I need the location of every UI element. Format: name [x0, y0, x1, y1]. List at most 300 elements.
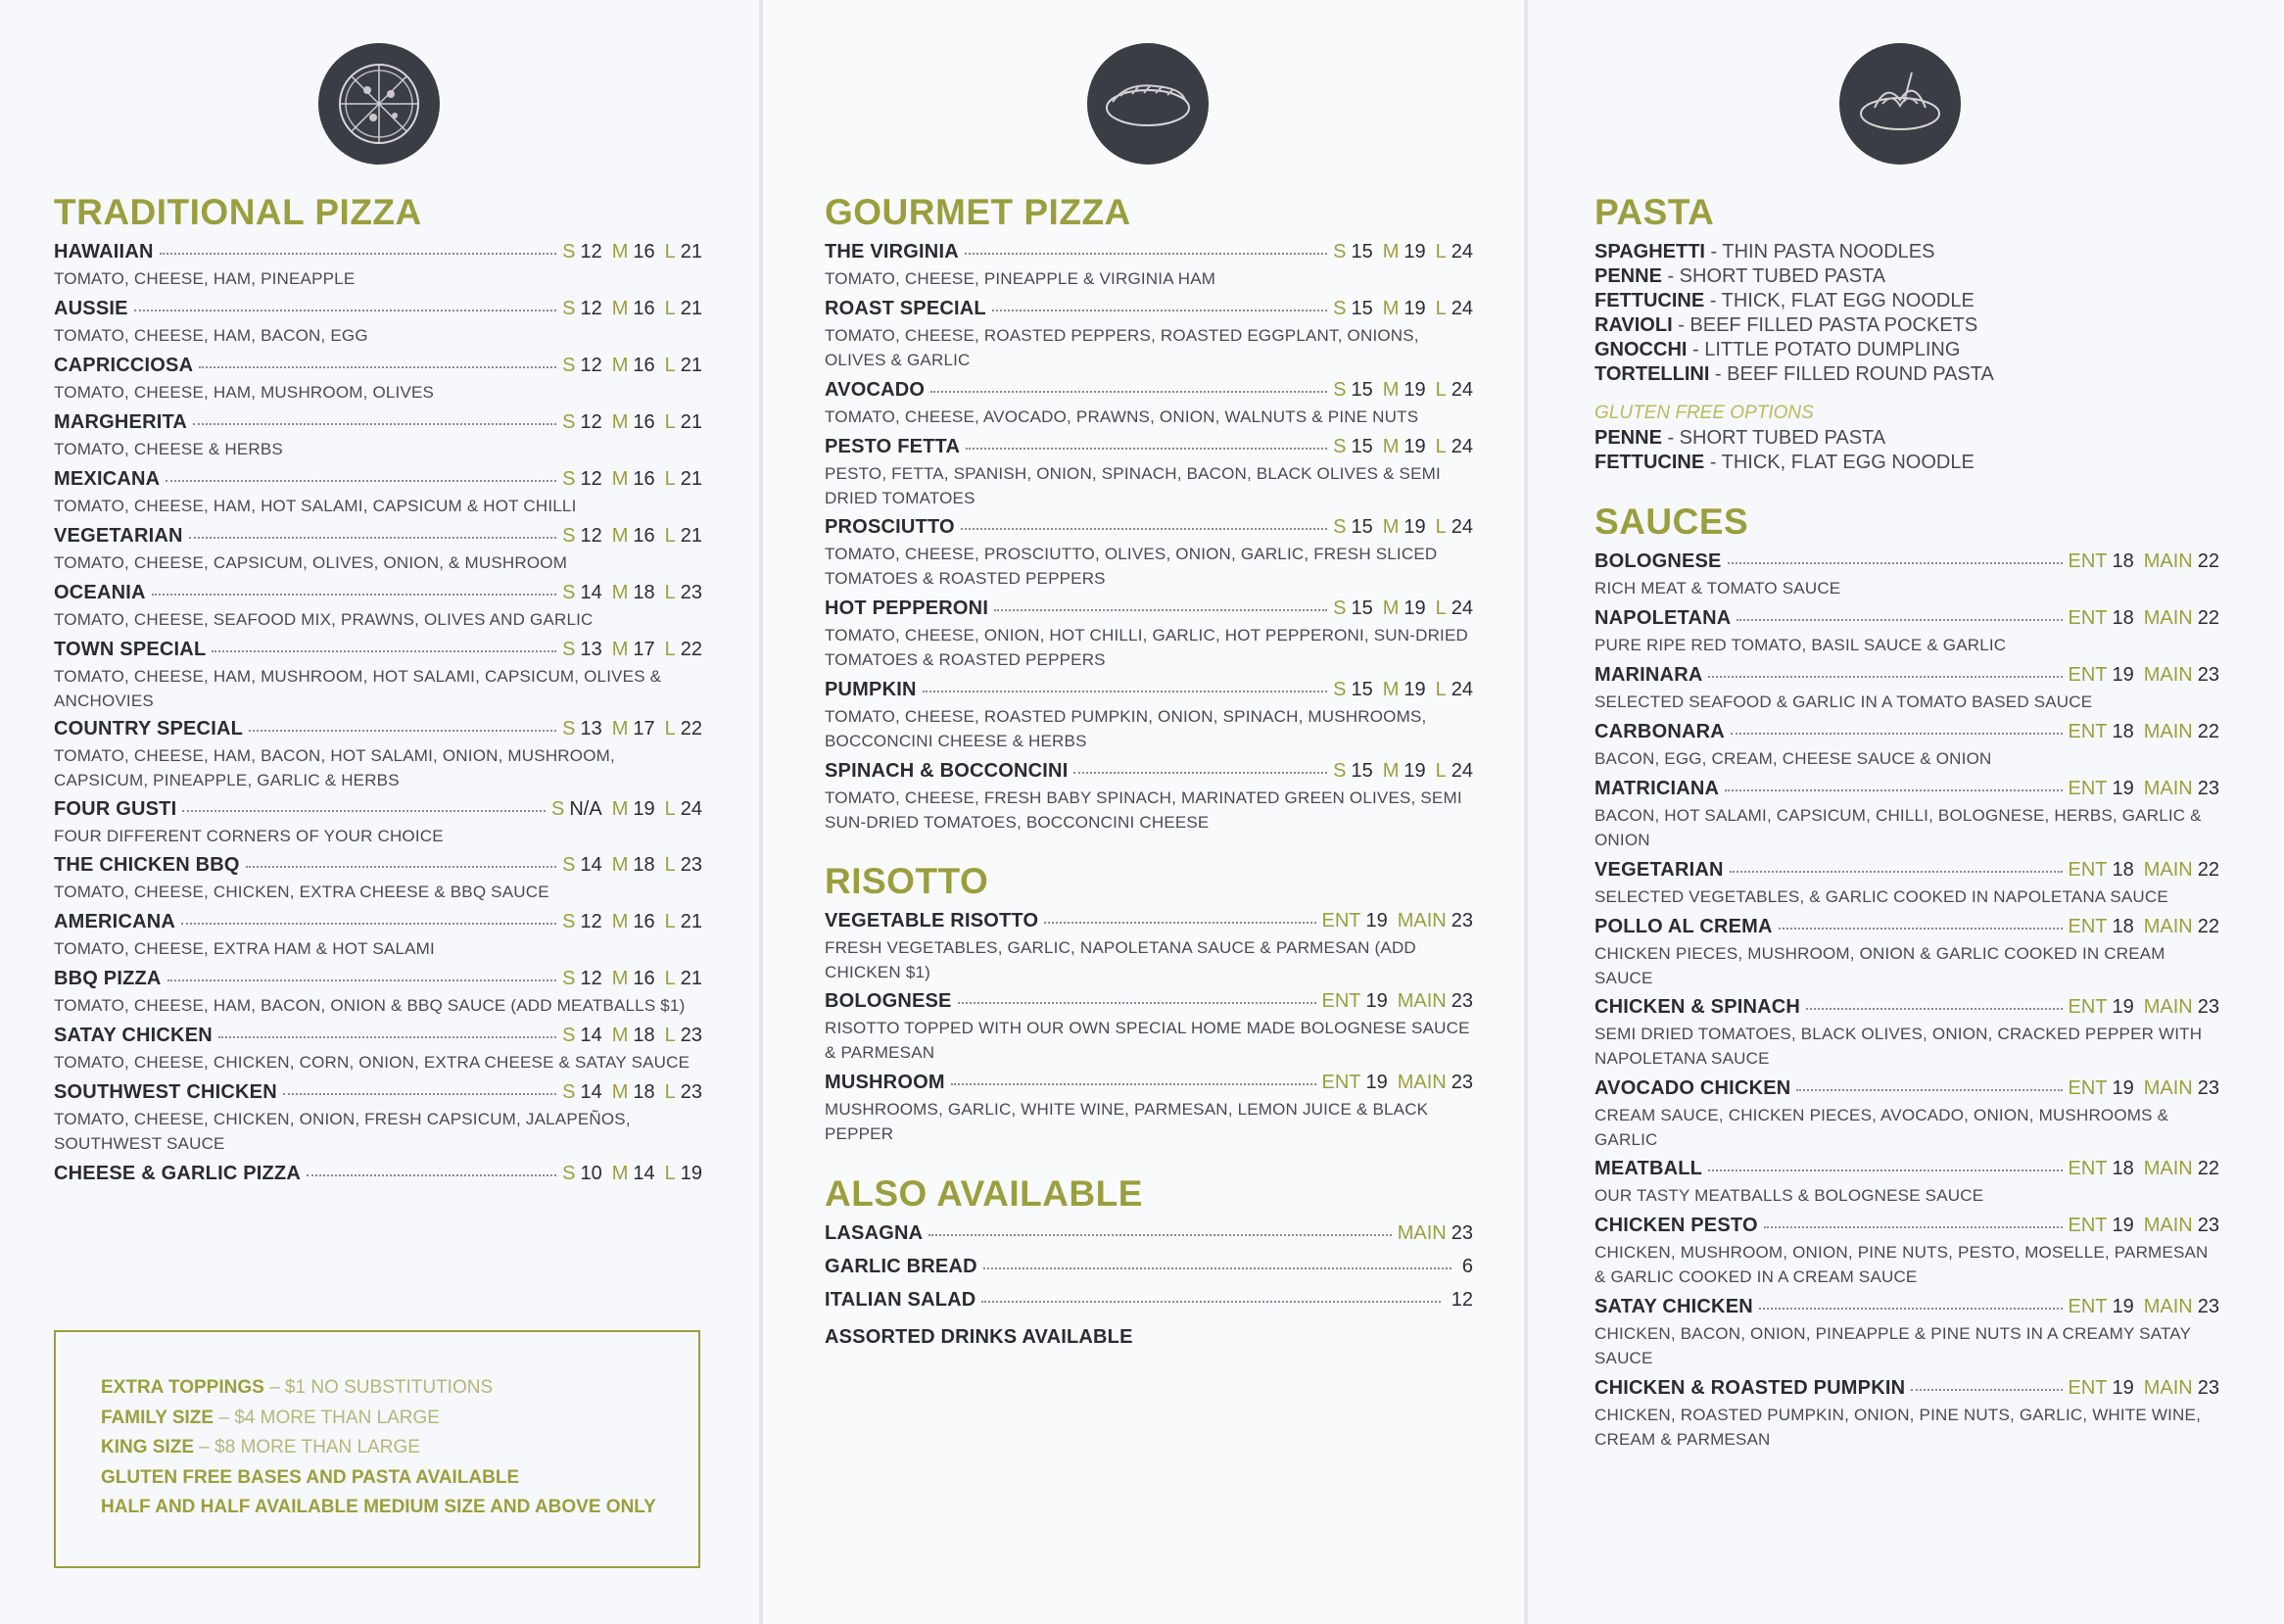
price-s: 14 [580, 1081, 602, 1103]
item-name: PROSCIUTTO [825, 516, 955, 538]
leader-dots [1728, 561, 2063, 564]
size-label-m: M [611, 798, 629, 820]
main-label: MAIN [1397, 990, 1447, 1012]
price-m: 16 [633, 411, 655, 433]
size-label-l: L [664, 968, 676, 989]
price-ent: 19 [2112, 664, 2134, 686]
leader-dots [181, 922, 556, 925]
item-name: MEATBALL [1594, 1158, 1703, 1179]
price-s: 14 [580, 854, 602, 876]
price-s: 13 [580, 718, 602, 740]
menu-item [825, 1256, 1473, 1285]
item-name: VEGETABLE RISOTTO [825, 910, 1039, 931]
item-name: THE CHICKEN BBQ [54, 854, 240, 876]
item-price [2069, 721, 2220, 743]
item-name: PESTO FETTA [825, 436, 961, 457]
size-label-l: L [664, 798, 676, 820]
menu-item [54, 968, 702, 1018]
item-description: SELECTED VEGETABLES, & GARLIC COOKED IN NAPOLETANA SAUCE [1594, 887, 2168, 906]
item-name: GARLIC BREAD [825, 1256, 977, 1277]
item-name: MEXICANA [54, 468, 161, 490]
main-label: MAIN [2143, 721, 2193, 742]
menu-item [825, 298, 1473, 372]
size-label-m: M [1382, 516, 1400, 538]
size-label-s: S [562, 854, 576, 876]
leader-dots [994, 608, 1327, 611]
price-s: 12 [580, 298, 602, 319]
size-label-m: M [611, 241, 629, 263]
price-m: 19 [1404, 760, 1426, 782]
size-label-l: L [664, 241, 676, 263]
price-s: 14 [580, 1025, 602, 1046]
price-main: 23 [1451, 1072, 1473, 1093]
size-label-s: S [1333, 516, 1347, 538]
size-label-m: M [611, 911, 629, 932]
price-main: 23 [2197, 1377, 2219, 1399]
menu-item [825, 1289, 1473, 1318]
price-main: 22 [2197, 607, 2219, 629]
item-name: CARBONARA [1594, 721, 1725, 742]
main-label: MAIN [2143, 778, 2193, 799]
price-main: 23 [2197, 1296, 2219, 1317]
item-description: SEMI DRIED TOMATOES, BLACK OLIVES, ONION, CRACKED PEPPER WITH NAPOLETANA SAUCE [1594, 1025, 2203, 1068]
price-main: 23 [2197, 1215, 2219, 1236]
extras-line [101, 1493, 656, 1523]
ent-label: ENT [2068, 778, 2108, 799]
size-label-m: M [611, 854, 629, 876]
price-l: 24 [1451, 379, 1473, 401]
item-description: TOMATO, CHEESE, HAM, MUSHROOM, OLIVES [54, 383, 435, 402]
menu-item [1594, 1077, 2219, 1152]
price-l: 24 [1451, 436, 1473, 457]
menu-item [1594, 607, 2219, 657]
gluten-free-title: GLUTEN FREE OPTIONS [1594, 403, 1814, 423]
pasta-item [1594, 362, 1994, 387]
item-price [562, 968, 702, 990]
price-ent: 19 [2112, 1215, 2134, 1236]
leader-dots [189, 536, 556, 539]
item-description: TOMATO, CHEESE, CHICKEN, EXTRA CHEESE & BBQ SAUCE [54, 883, 549, 901]
main-label: MAIN [2143, 607, 2193, 629]
size-label-m: M [1382, 436, 1400, 457]
fold-line [759, 0, 763, 1624]
size-label-m: M [611, 968, 629, 989]
price-m: 18 [633, 582, 655, 603]
price-l: 21 [680, 411, 702, 433]
item-description: CHICKEN, MUSHROOM, ONION, PINE NUTS, PESTO, MOSELLE, PARMESAN & GARLIC COOKED IN A CREAM SAUCE [1594, 1243, 2209, 1286]
extras-bold: EXTRA TOPPINGS [101, 1377, 264, 1398]
pasta-item [1594, 426, 1975, 451]
item-name: HAWAIIAN [54, 241, 154, 263]
size-label-l: L [664, 582, 676, 603]
item-price [562, 718, 702, 740]
price-l: 22 [680, 639, 702, 660]
item-price [2069, 1215, 2220, 1237]
price-s: 15 [1351, 436, 1373, 457]
fold-line [1524, 0, 1528, 1624]
pasta-description: - BEEF FILLED ROUND PASTA [1709, 363, 1994, 385]
item-price [1333, 597, 1473, 620]
price-ent: 18 [2112, 859, 2134, 881]
leader-dots [212, 649, 556, 652]
menu-item [54, 639, 702, 713]
size-label-m: M [1382, 760, 1400, 782]
price-s: 15 [1351, 241, 1373, 263]
pasta-item [1594, 289, 1994, 313]
price-s: 12 [580, 241, 602, 263]
item-name: COUNTRY SPECIAL [54, 718, 244, 740]
item-name: HOT PEPPERONI [825, 597, 989, 619]
price-ent: 19 [1365, 910, 1388, 931]
item-name: MARINARA [1594, 664, 1703, 686]
item-price [551, 798, 702, 821]
price-ent: 19 [2112, 778, 2134, 799]
item-price [1457, 1256, 1473, 1278]
price-l: 23 [680, 582, 702, 603]
size-label-s: S [562, 298, 576, 319]
item-price [562, 411, 702, 434]
leader-dots [160, 252, 557, 255]
leader-dots [134, 309, 556, 311]
item-price [2069, 550, 2220, 573]
leader-dots [1764, 1225, 2063, 1228]
price-l: 23 [680, 854, 702, 876]
price-s: 15 [1351, 760, 1373, 782]
menu-item [1594, 1377, 2219, 1452]
pasta-description: - SHORT TUBED PASTA [1661, 265, 1886, 287]
size-label-s: S [562, 1163, 576, 1184]
price-s: 12 [580, 911, 602, 932]
price-m: 16 [633, 525, 655, 547]
item-price [1333, 298, 1473, 320]
price-ent: 18 [2112, 550, 2134, 572]
item-description: TOMATO, CHEESE, HAM, BACON, EGG [54, 326, 368, 345]
menu-item [825, 597, 1473, 672]
main-label: MAIN [1397, 1222, 1447, 1244]
price-s: 15 [1351, 597, 1373, 619]
menu-item [54, 718, 702, 792]
item-name: SPINACH & BOCCONCINI [825, 760, 1069, 782]
item-price [2069, 607, 2220, 630]
leader-dots [182, 809, 546, 812]
size-label-l: L [664, 911, 676, 932]
size-label-s: S [562, 639, 576, 660]
item-price [562, 639, 702, 661]
item-price [1333, 379, 1473, 402]
size-label-m: M [1382, 679, 1400, 700]
main-label: MAIN [1397, 910, 1447, 931]
menu-item [54, 582, 702, 632]
item-price [2069, 859, 2220, 882]
item-name: LASAGNA [825, 1222, 924, 1244]
menu-item [825, 379, 1473, 429]
leader-dots [1779, 927, 2063, 930]
price-l: 21 [680, 468, 702, 490]
pasta-description: - SHORT TUBED PASTA [1661, 427, 1886, 449]
pasta-description: - LITTLE POTATO DUMPLING [1687, 339, 1961, 360]
ent-label: ENT [2068, 996, 2108, 1018]
price-m: 19 [633, 798, 655, 820]
leader-dots [193, 422, 556, 425]
item-name: VEGETARIAN [1594, 859, 1724, 881]
size-label-m: M [611, 468, 629, 490]
extras-bold: FAMILY SIZE [101, 1407, 214, 1428]
price-ent: 19 [2112, 1377, 2134, 1399]
price-main: 22 [2197, 916, 2219, 937]
item-price [1322, 1072, 1474, 1094]
item-name: VEGETARIAN [54, 525, 183, 547]
ent-label: ENT [1321, 990, 1361, 1012]
price-s: 12 [580, 525, 602, 547]
price-m: 16 [633, 241, 655, 263]
item-name: POLLO AL CREMA [1594, 916, 1773, 937]
menu-item [54, 854, 702, 904]
item-description: TOMATO, CHEESE, FRESH BABY SPINACH, MARINATED GREEN OLIVES, SEMI SUN-DRIED TOMATOES, BOCCONCINI CHEESE [825, 788, 1462, 832]
leader-dots [981, 1300, 1440, 1303]
price-l: 24 [1451, 597, 1473, 619]
menu-item [1594, 721, 2219, 771]
pasta-list [1594, 240, 1994, 387]
item-description: TOMATO, CHEESE, PROSCIUTTO, OLIVES, ONION, GARLIC, FRESH SLICED TOMATOES & ROASTED PEPPERS [825, 545, 1438, 588]
leader-dots [961, 527, 1327, 530]
size-label-m: M [1382, 241, 1400, 263]
menu-item [54, 911, 702, 961]
item-price [2069, 996, 2220, 1019]
size-label-l: L [664, 639, 676, 660]
extras-box [54, 1330, 700, 1568]
size-label-s: S [562, 525, 576, 547]
menu-item [825, 436, 1473, 510]
leader-dots [1796, 1088, 2062, 1091]
item-name: CHEESE & GARLIC PIZZA [54, 1163, 301, 1184]
leader-dots [923, 690, 1327, 693]
price-m: 16 [633, 968, 655, 989]
size-label-s: S [562, 911, 576, 932]
section-title-traditional-pizza: TRADITIONAL PIZZA [54, 192, 422, 232]
price-m: 17 [633, 718, 655, 740]
item-price [2069, 1377, 2220, 1400]
leader-dots [1730, 870, 2063, 873]
size-label-m: M [611, 1163, 629, 1184]
menu-item [825, 1222, 1473, 1252]
item-price [2069, 1077, 2220, 1100]
menu-item [1594, 1296, 2219, 1370]
menu-item [1594, 916, 2219, 990]
price-s: 15 [1351, 516, 1373, 538]
ent-label: ENT [2068, 859, 2108, 881]
item-description: PURE RIPE RED TOMATO, BASIL SAUCE & GARLIC [1594, 636, 2007, 654]
size-label-s: S [1333, 436, 1347, 457]
drinks-note: ASSORTED DRINKS AVAILABLE [825, 1326, 1133, 1348]
size-label-l: L [1435, 436, 1447, 457]
size-label-m: M [611, 718, 629, 740]
item-description: TOMATO, CHEESE, ONION, HOT CHILLI, GARLIC, HOT PEPPERONI, SUN-DRIED TOMATOES & ROASTED PEPPERS [825, 626, 1468, 669]
item-name: NAPOLETANA [1594, 607, 1732, 629]
item-name: AVOCADO CHICKEN [1594, 1077, 1791, 1099]
item-description: TOMATO, CHEESE, HAM, MUSHROOM, HOT SALAMI, CAPSICUM, OLIVES & ANCHOVIES [54, 667, 662, 710]
price-main: 22 [2197, 721, 2219, 742]
price-main: 22 [2197, 550, 2219, 572]
leader-dots [1759, 1307, 2063, 1310]
item-description: RISOTTO TOPPED WITH OUR OWN SPECIAL HOME MADE BOLOGNESE SAUCE & PARMESAN [825, 1019, 1470, 1062]
price-l: 21 [680, 525, 702, 547]
item-description: CHICKEN, BACON, ONION, PINEAPPLE & PINE NUTS IN A CREAMY SATAY SAUCE [1594, 1324, 2191, 1367]
pasta-name: FETTUCINE [1594, 290, 1705, 311]
item-price [562, 355, 702, 377]
main-label: MAIN [2143, 1215, 2193, 1236]
price-ent: 19 [2112, 1077, 2134, 1099]
item-description: TOMATO, CHEESE, ROASTED PUMPKIN, ONION, SPINACH, MUSHROOMS, BOCCONCINI CHEESE & HERBS [825, 707, 1427, 750]
item-description: TOMATO, CHEESE, CHICKEN, ONION, FRESH CAPSICUM, JALAPEÑOS, SOUTHWEST SAUCE [54, 1110, 631, 1153]
size-label-s: S [562, 1081, 576, 1103]
item-price [562, 525, 702, 548]
price-l: 21 [680, 968, 702, 989]
leader-dots [166, 479, 556, 482]
pasta-name: GNOCCHI [1594, 339, 1688, 360]
item-price [1322, 990, 1474, 1013]
price-s: 12 [580, 411, 602, 433]
leader-dots [965, 252, 1327, 255]
ent-label: ENT [2068, 1377, 2108, 1399]
ent-label: ENT [2068, 550, 2108, 572]
item-name: AUSSIE [54, 298, 128, 319]
menu-item [1594, 1215, 2219, 1289]
item-price [562, 1025, 702, 1047]
menu-item [1594, 859, 2219, 909]
leader-dots [199, 365, 556, 368]
size-label-s: S [1333, 679, 1347, 700]
leader-dots [218, 1035, 556, 1038]
item-price [562, 911, 702, 933]
main-label: MAIN [1397, 1072, 1447, 1093]
size-label-l: L [664, 1081, 676, 1103]
item-price [2069, 778, 2220, 800]
leader-dots [249, 729, 556, 732]
price-l: 24 [680, 798, 702, 820]
ent-label: ENT [2068, 721, 2108, 742]
size-label-l: L [664, 411, 676, 433]
price-ent: 19 [2112, 996, 2134, 1018]
main-label: MAIN [2143, 859, 2193, 881]
item-description: TOMATO, CHEESE, HAM, PINEAPPLE [54, 269, 356, 288]
main-label: MAIN [2143, 664, 2193, 686]
pasta-item [1594, 451, 1975, 475]
item-description: FOUR DIFFERENT CORNERS OF YOUR CHOICE [54, 827, 444, 845]
pasta-description: - THIN PASTA NOODLES [1704, 241, 1935, 263]
price-l: 24 [1451, 679, 1473, 700]
item-name: ROAST SPECIAL [825, 298, 986, 319]
pasta-item [1594, 338, 1994, 362]
pasta-name: RAVIOLI [1594, 314, 1673, 336]
item-name: CHICKEN & ROASTED PUMPKIN [1594, 1377, 1906, 1399]
price-main: 23 [2197, 1077, 2219, 1099]
menu-item [825, 990, 1473, 1065]
item-price [562, 1081, 702, 1104]
item-name: CHICKEN PESTO [1594, 1215, 1758, 1236]
leader-dots [246, 865, 556, 868]
leader-dots [983, 1266, 1451, 1269]
menu-item [825, 910, 1473, 984]
item-price [562, 1163, 702, 1185]
item-price [2069, 1296, 2220, 1318]
item-name: SATAY CHICKEN [54, 1025, 213, 1046]
size-label-l: L [1435, 597, 1447, 619]
item-description: TOMATO, CHEESE, CAPSICUM, OLIVES, ONION, & MUSHROOM [54, 553, 568, 572]
pasta-name: SPAGHETTI [1594, 241, 1705, 263]
size-label-l: L [664, 1025, 676, 1046]
ent-label: ENT [1321, 910, 1361, 931]
price-l: 24 [1451, 241, 1473, 263]
size-label-m: M [611, 1025, 629, 1046]
size-label-s: S [1333, 760, 1347, 782]
size-label-l: L [664, 1163, 676, 1184]
price-l: 19 [680, 1163, 702, 1184]
menu-item [54, 411, 702, 461]
item-price [562, 854, 702, 877]
item-price [1398, 1222, 1473, 1245]
extras-detail: – $4 MORE THAN LARGE [214, 1407, 440, 1428]
pasta-name: TORTELLINI [1594, 363, 1710, 385]
pasta-description: - THICK, FLAT EGG NOODLE [1704, 452, 1975, 473]
section-title-gourmet-pizza: GOURMET PIZZA [825, 192, 1131, 232]
item-description: OUR TASTY MEATBALLS & BOLOGNESE SAUCE [1594, 1186, 1984, 1205]
leader-dots [1708, 1169, 2062, 1171]
item-description: TOMATO, CHEESE, SEAFOOD MIX, PRAWNS, OLIVES AND GARLIC [54, 610, 594, 629]
menu-item [1594, 1158, 2219, 1208]
item-price [2069, 1158, 2220, 1180]
pasta-item [1594, 264, 1994, 289]
size-label-m: M [611, 355, 629, 376]
leader-dots [930, 390, 1327, 393]
extras-line [101, 1433, 656, 1463]
size-label-s: S [1333, 379, 1347, 401]
ent-label: ENT [2068, 916, 2108, 937]
menu-item [825, 241, 1473, 291]
extras-detail: – $8 MORE THAN LARGE [194, 1437, 420, 1457]
size-label-s: S [1333, 597, 1347, 619]
price-l: 21 [680, 298, 702, 319]
size-label-l: L [1435, 241, 1447, 263]
size-label-s: S [562, 718, 576, 740]
item-price [2069, 916, 2220, 938]
menu-item [54, 798, 702, 848]
pasta-description: - THICK, FLAT EGG NOODLE [1704, 290, 1975, 311]
ent-label: ENT [2068, 664, 2108, 686]
price-m: 19 [1404, 241, 1426, 263]
item-price [562, 468, 702, 491]
price-value: 6 [1461, 1256, 1473, 1277]
ent-label: ENT [2068, 1296, 2108, 1317]
item-name: TOWN SPECIAL [54, 639, 207, 660]
leader-dots [1806, 1007, 2062, 1010]
bread-icon [1087, 43, 1209, 165]
leader-dots [1725, 788, 2062, 791]
price-main: 23 [2197, 664, 2219, 686]
price-l: 21 [680, 355, 702, 376]
size-label-l: L [1435, 379, 1447, 401]
item-name: CHICKEN & SPINACH [1594, 996, 1801, 1018]
price-m: 19 [1404, 679, 1426, 700]
ent-label: ENT [2068, 1077, 2108, 1099]
section-title-also-available: ALSO AVAILABLE [825, 1173, 1143, 1214]
item-name: BBQ PIZZA [54, 968, 162, 989]
price-value: 23 [1451, 1222, 1473, 1244]
price-l: 21 [680, 911, 702, 932]
size-label-s: S [562, 241, 576, 263]
price-s: 12 [580, 968, 602, 989]
item-description: TOMATO, CHEESE & HERBS [54, 440, 283, 458]
section-title-risotto: RISOTTO [825, 861, 989, 901]
